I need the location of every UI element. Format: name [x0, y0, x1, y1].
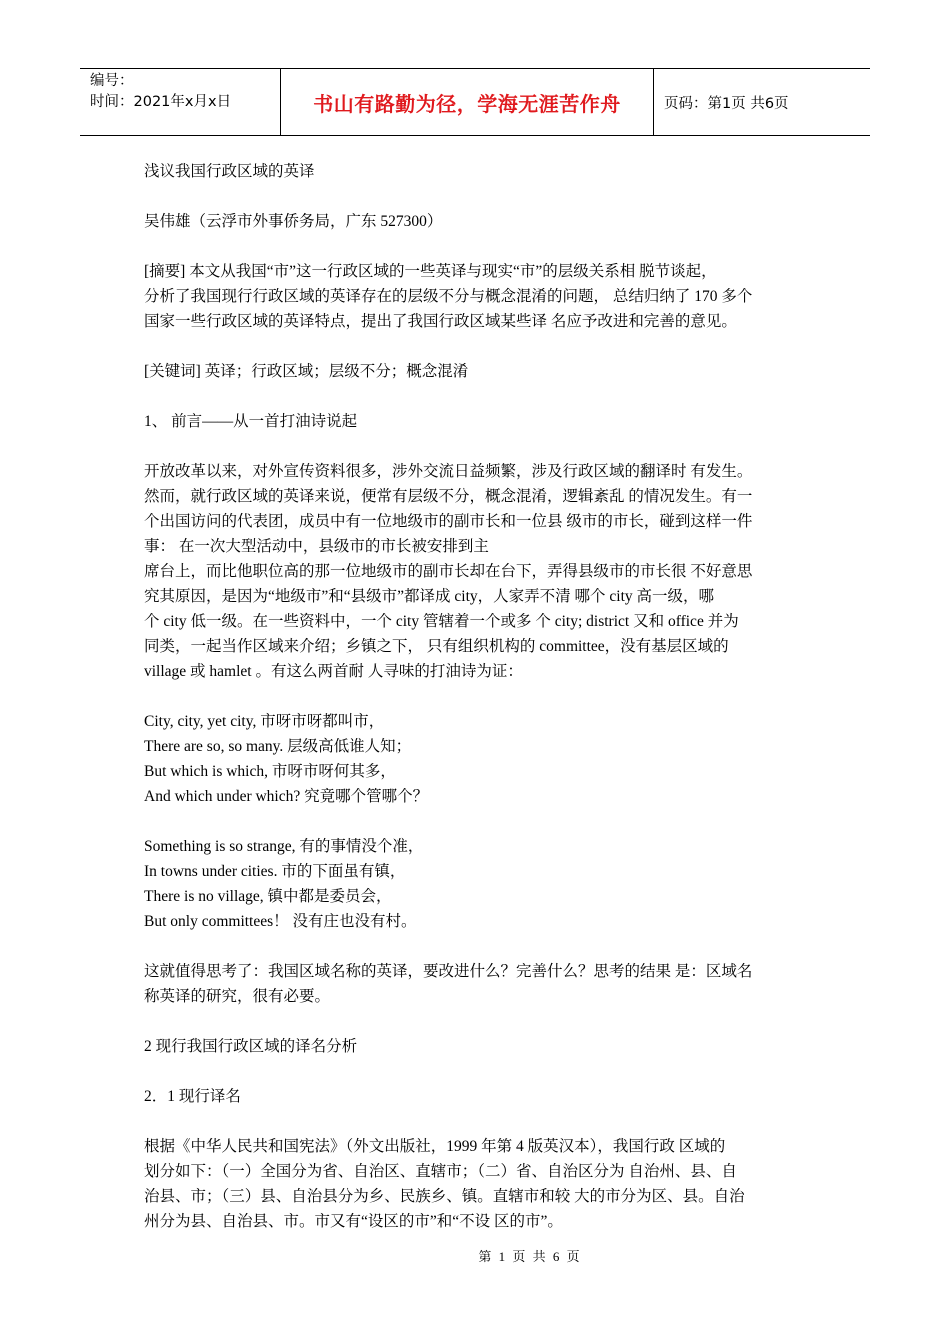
paragraph-line: 州分为县、自治县、市。市又有“设区的市”和“不设 区的市”。: [144, 1213, 563, 1230]
poem-line: City, city, yet city, 市呀市呀都叫市，: [144, 713, 385, 730]
paragraph-line: 治县、市；（三）县、自治县分为乡、民族乡、镇。直辖市和较 大的市分为区、县。自治: [144, 1188, 745, 1205]
keywords: [关键词] 英译；行政区域；层级不分；概念混淆: [144, 363, 469, 380]
poem-line: There is no village, 镇中都是委员会，: [144, 888, 392, 905]
paragraph-line: 称英译的研究，很有必要。: [144, 988, 331, 1005]
page-footer: [0, 1246, 950, 1265]
paragraph-line: 究其原因，是因为“地级市”和“县级市”都译成 city，人家弄不清 哪个 city 高一级，哪: [144, 588, 715, 605]
section2-1-heading: 2．1 现行译名: [144, 1088, 241, 1105]
poem-line: There are so, so many. 层级高低谁人知；: [144, 738, 412, 755]
time-label: 时间：2021年x月x日: [90, 94, 232, 110]
paragraph-line: village 或 hamlet 。有这么两首耐 人寻味的打油诗为证：: [144, 663, 523, 680]
reflection-paragraph: [144, 959, 808, 1009]
section2-1-paragraph: [144, 1134, 808, 1234]
paragraph-line: 这就值得思考了：我国区域名称的英译，要改进什么？完善什么？思考的结果 是：区域名: [144, 963, 753, 980]
poem-line: In towns under cities. 市的下面虽有镇，: [144, 863, 406, 880]
poem-line: And which under which? 究竟哪个管哪个？: [144, 788, 429, 805]
number-label: 编号：: [90, 73, 134, 89]
paragraph-line: 个出国访问的代表团，成员中有一位地级市的副市长和一位县 级市的市长，碰到这样一件: [144, 513, 753, 530]
poem-line: Something is so strange, 有的事情没个准，: [144, 838, 424, 855]
article-title: 浅议我国行政区域的英译: [144, 163, 315, 180]
section2-heading: 2 现行我国行政区域的译名分析: [144, 1038, 358, 1055]
header-motto: 书山有路勤为径，学海无涯苦作舟: [281, 69, 654, 135]
section1-heading: 1、 前言——从一首打油诗说起: [144, 413, 358, 430]
footer-page-number: 第 1 页 共 6 页: [478, 1249, 582, 1264]
abstract-paragraph: [144, 259, 808, 334]
abstract-line: 国家一些行政区域的英译特点，提出了我国行政区域某些译 名应予改进和完善的意见。: [144, 313, 737, 330]
article-body: [144, 159, 808, 1234]
paragraph-line: 席台上，而比他职位高的那一位地级市的副市长却在台下，弄得县级市的市长很 不好意思: [144, 563, 753, 580]
paragraph-line: 划分如下：（一）全国分为省、自治区、直辖市；（二）省、自治区分为 自治州、县、自: [144, 1163, 737, 1180]
paragraph-line: 事： 在一次大型活动中，县级市的市长被安排到主: [144, 538, 489, 555]
paragraph-line: 根据《中华人民共和国宪法》（外文出版社，1999 年第 4 版英汉本），我国行政 区域的: [144, 1138, 726, 1155]
poem-line: But which is which, 市呀市呀何其多，: [144, 763, 396, 780]
paragraph-line: 开放改革以来，对外宣传资料很多，涉外交流日益频繁，涉及行政区域的翻译时 有发生。: [144, 463, 753, 480]
section1-paragraph: [144, 459, 808, 684]
document-header: [80, 68, 870, 136]
poem-stanza-1: [144, 709, 808, 809]
paragraph-line: 个 city 低一级。在一些资料中，一个 city 管辖着一个或多 个 city; district 又和 office 并为: [144, 613, 739, 630]
poem-stanza-2: [144, 834, 808, 934]
abstract-line: 分析了我国现行行政区域的英译存在的层级不分与概念混淆的问题， 总结归纳了 170 多个: [144, 288, 753, 305]
abstract-line: [摘要] 本文从我国“市”这一行政区域的一些英译与现实“市”的层级关系相 脱节谈起，: [144, 263, 717, 280]
paragraph-line: 然而，就行政区域的英译来说，便常有层级不分，概念混淆，逻辑紊乱 的情况发生。有一: [144, 488, 753, 505]
article-author: 吴伟雄（云浮市外事侨务局，广东 527300）: [144, 213, 443, 230]
paragraph-line: 同类，一起当作区域来介绍；乡镇之下， 只有组织机构的 committee，没有基层区域的: [144, 638, 729, 655]
header-page-info: 页码：第1页 共6页: [664, 95, 789, 112]
header-meta-cell: [80, 69, 281, 135]
poem-line: But only committees！ 没有庄也没有村。: [144, 913, 417, 930]
